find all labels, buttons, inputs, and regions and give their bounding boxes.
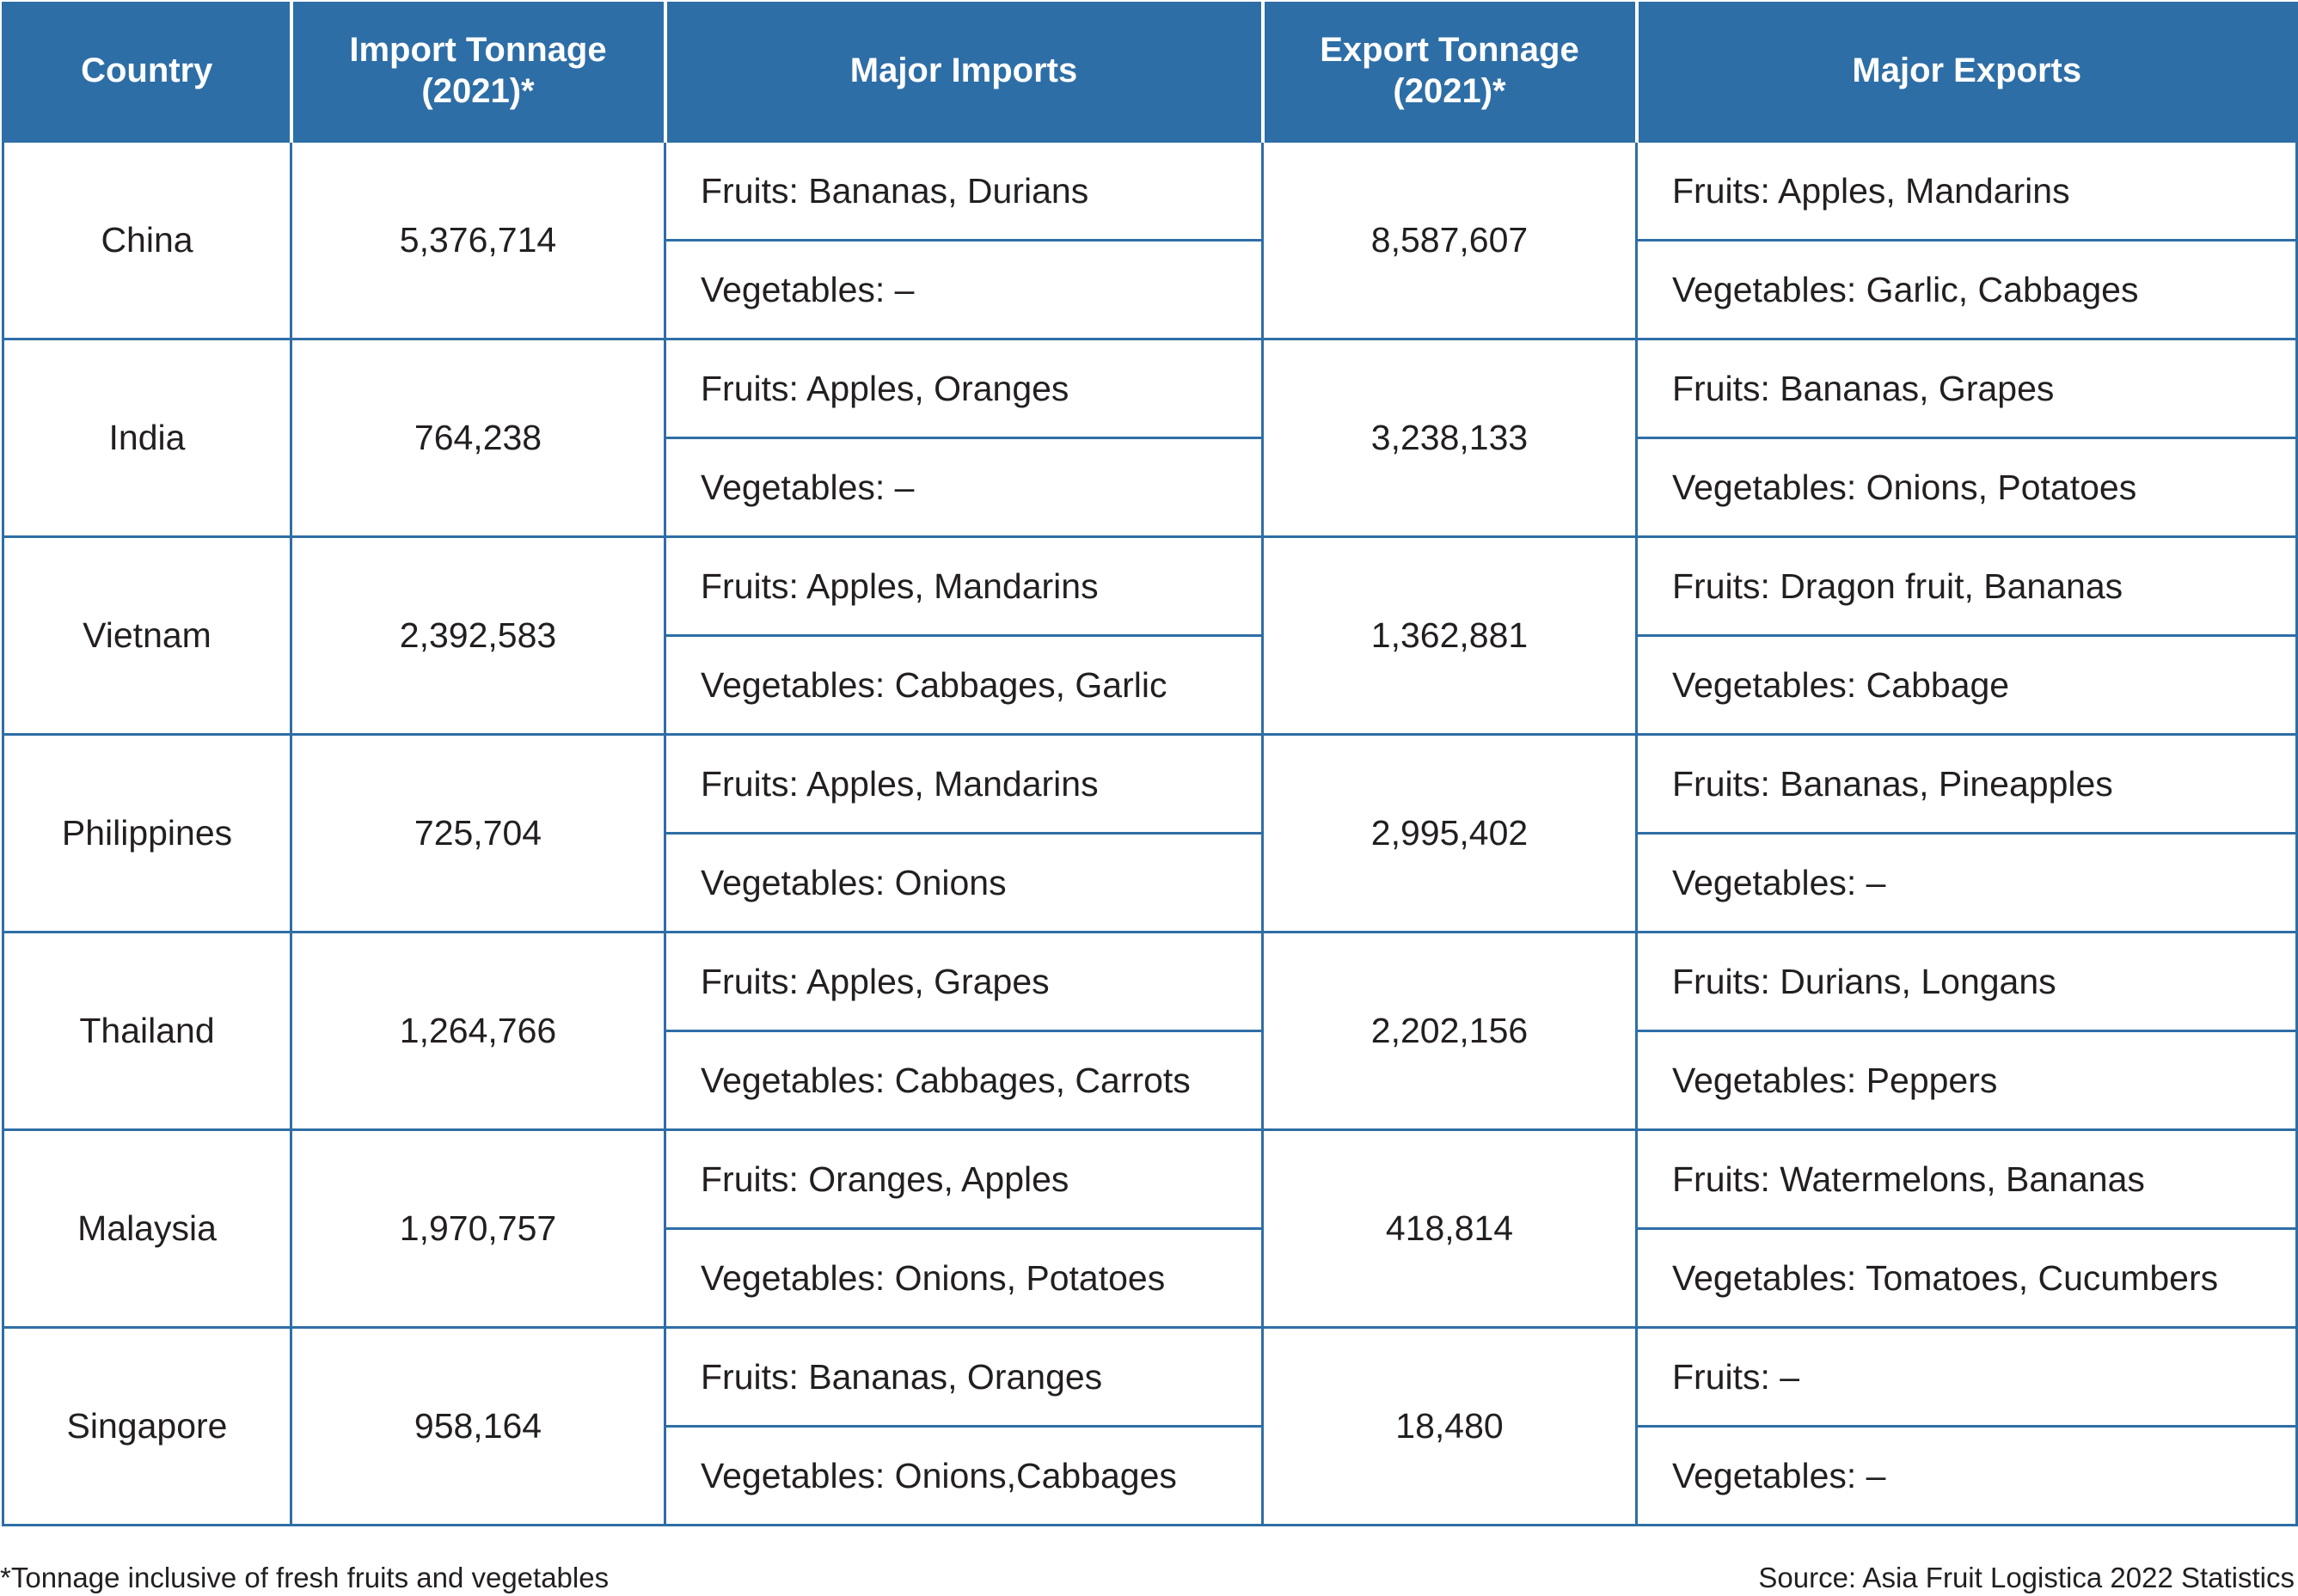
country-cell: India xyxy=(3,339,291,536)
exports-fruits-cell: Fruits: Dragon fruit, Bananas xyxy=(1637,536,2297,635)
imports-vegetables-cell: Vegetables: Cabbages, Carrots xyxy=(665,1030,1263,1129)
country-cell: Vietnam xyxy=(3,536,291,734)
export-tonnage-cell: 1,362,881 xyxy=(1263,536,1637,734)
imports-fruits-cell: Fruits: Bananas, Oranges xyxy=(665,1327,1263,1426)
exports-fruits-cell: Fruits: – xyxy=(1637,1327,2297,1426)
country-cell: Singapore xyxy=(3,1327,291,1525)
imports-vegetables-cell: Vegetables: – xyxy=(665,240,1263,339)
imports-fruits-cell: Fruits: Bananas, Durians xyxy=(665,141,1263,240)
imports-fruits-cell: Fruits: Apples, Grapes xyxy=(665,932,1263,1030)
header-major-exports: Major Exports xyxy=(1637,2,2297,141)
exports-fruits-cell: Fruits: Watermelons, Bananas xyxy=(1637,1129,2297,1228)
imports-vegetables-cell: Vegetables: Onions xyxy=(665,833,1263,932)
header-major-imports: Major Imports xyxy=(665,2,1263,141)
import-tonnage-cell: 725,704 xyxy=(291,734,665,932)
table-row xyxy=(3,536,2297,635)
table-row xyxy=(3,339,2297,437)
import-tonnage-cell: 1,970,757 xyxy=(291,1129,665,1327)
export-tonnage-cell: 2,995,402 xyxy=(1263,734,1637,932)
country-cell: China xyxy=(3,141,291,339)
table-row xyxy=(3,734,2297,833)
header-export-tonnage: Export Tonnage (2021)* xyxy=(1263,2,1637,141)
exports-vegetables-cell: Vegetables: Garlic, Cabbages xyxy=(1637,240,2297,339)
exports-fruits-cell: Fruits: Bananas, Pineapples xyxy=(1637,734,2297,833)
imports-fruits-cell: Fruits: Apples, Mandarins xyxy=(665,734,1263,833)
country-cell: Malaysia xyxy=(3,1129,291,1327)
exports-vegetables-cell: Vegetables: Tomatoes, Cucumbers xyxy=(1637,1228,2297,1327)
import-tonnage-cell: 958,164 xyxy=(291,1327,665,1525)
exports-vegetables-cell: Vegetables: Peppers xyxy=(1637,1030,2297,1129)
export-tonnage-cell: 18,480 xyxy=(1263,1327,1637,1525)
export-tonnage-cell: 8,587,607 xyxy=(1263,141,1637,339)
table-body xyxy=(3,141,2297,1525)
header-country: Country xyxy=(3,2,291,141)
imports-vegetables-cell: Vegetables: – xyxy=(665,437,1263,536)
imports-fruits-cell: Fruits: Apples, Mandarins xyxy=(665,536,1263,635)
table-header xyxy=(3,2,2297,141)
import-tonnage-cell: 764,238 xyxy=(291,339,665,536)
footnote: *Tonnage inclusive of fresh fruits and vegetables xyxy=(0,1562,610,1593)
imports-vegetables-cell: Vegetables: Onions, Potatoes xyxy=(665,1228,1263,1327)
import-tonnage-cell: 1,264,766 xyxy=(291,932,665,1129)
export-tonnage-cell: 418,814 xyxy=(1263,1129,1637,1327)
exports-vegetables-cell: Vegetables: Cabbage xyxy=(1637,635,2297,734)
header-row xyxy=(3,2,2297,141)
export-tonnage-cell: 3,238,133 xyxy=(1263,339,1637,536)
table-row xyxy=(3,141,2297,240)
imports-vegetables-cell: Vegetables: Onions,Cabbages xyxy=(665,1426,1263,1525)
table-row xyxy=(3,932,2297,1030)
exports-fruits-cell: Fruits: Apples, Mandarins xyxy=(1637,141,2297,240)
exports-vegetables-cell: Vegetables: Onions, Potatoes xyxy=(1637,437,2297,536)
trade-table-container xyxy=(2,2,2295,1526)
table-row xyxy=(3,1327,2297,1426)
export-tonnage-cell: 2,202,156 xyxy=(1263,932,1637,1129)
imports-fruits-cell: Fruits: Oranges, Apples xyxy=(665,1129,1263,1228)
trade-table xyxy=(2,2,2298,1526)
exports-vegetables-cell: Vegetables: – xyxy=(1637,833,2297,932)
country-cell: Philippines xyxy=(3,734,291,932)
table-row xyxy=(3,1129,2297,1228)
import-tonnage-cell: 5,376,714 xyxy=(291,141,665,339)
source-credit: Source: Asia Fruit Logistica 2022 Statistics xyxy=(1758,1562,2295,1593)
imports-fruits-cell: Fruits: Apples, Oranges xyxy=(665,339,1263,437)
imports-vegetables-cell: Vegetables: Cabbages, Garlic xyxy=(665,635,1263,734)
exports-vegetables-cell: Vegetables: – xyxy=(1637,1426,2297,1525)
exports-fruits-cell: Fruits: Bananas, Grapes xyxy=(1637,339,2297,437)
exports-fruits-cell: Fruits: Durians, Longans xyxy=(1637,932,2297,1030)
header-import-tonnage: Import Tonnage (2021)* xyxy=(291,2,665,141)
country-cell: Thailand xyxy=(3,932,291,1129)
import-tonnage-cell: 2,392,583 xyxy=(291,536,665,734)
